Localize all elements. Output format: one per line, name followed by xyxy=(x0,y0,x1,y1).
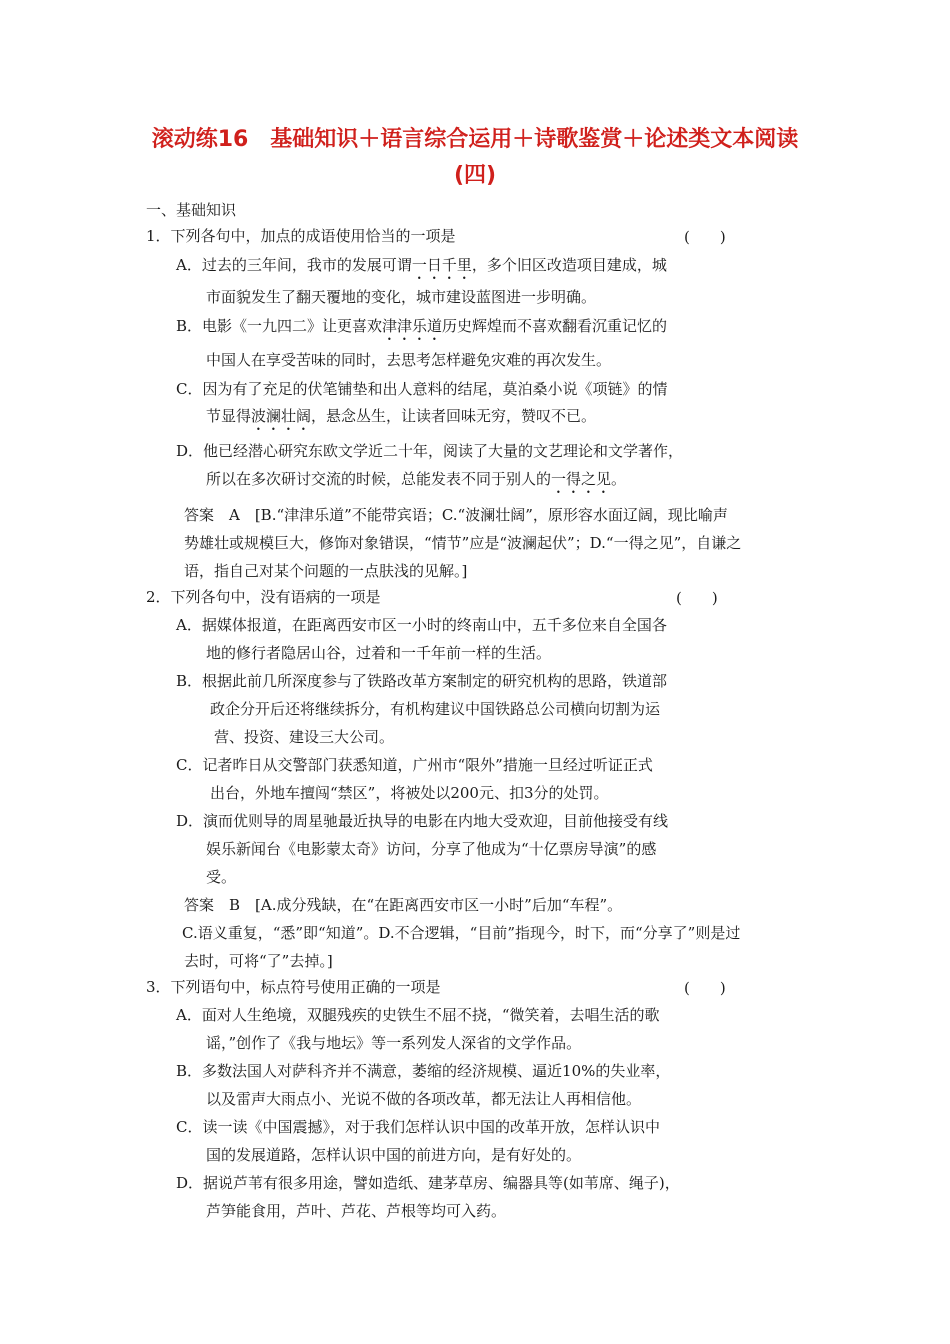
section-heading: 一、基础知识 xyxy=(146,201,237,219)
q1-option-d: D．他已经潜心研究东欧文学近二十年，阅读了大量的文艺理论和文学著作， xyxy=(176,442,684,460)
answer-blank: ( ) xyxy=(676,589,718,607)
q3-option-a-cont: 谣，”创作了《我与地坛》等一系列发人深省的文学作品。 xyxy=(206,1034,582,1052)
q2-option-d-cont: 娱乐新闻台《电影蒙太奇》访问，分享了他成为“十亿票房导演”的感 xyxy=(206,840,657,858)
q1-answer: 答案 A [B.“津津乐道”不能带宾语；C.“波澜壮阔”，原形容水面辽阔，现比喻声 xyxy=(184,506,728,524)
q2-option-a-cont: 地的修行者隐居山谷，过着和一千年前一样的生活。 xyxy=(206,644,552,662)
q3-option-b: B．多数法国人对萨科齐并不满意，萎缩的经济规模、逼近10%的失业率， xyxy=(176,1062,671,1080)
q1-option-d-cont: 所以在多次研讨交流的时候，总能发表不同于别人的一得之见。 xyxy=(206,470,627,488)
q3-option-d-cont: 芦笋能食用，芦叶、芦花、芦根等均可入药。 xyxy=(206,1202,507,1220)
q1-option-b-cont: 中国人在享受苦味的同时，去思考怎样避免灾难的再次发生。 xyxy=(206,351,612,369)
answer-blank: ( ) xyxy=(684,979,726,997)
q2-option-a: A．据媒体报道，在距离西安市区一小时的终南山中，五千多位来自全国各 xyxy=(176,616,667,634)
q3-option-c: C．读一读《中国震撼》，对于我们怎样认识中国的改革开放，怎样认识中 xyxy=(176,1118,660,1136)
dotted-idiom: 津津乐道 xyxy=(382,317,443,335)
dotted-idiom: 波澜壮阔 xyxy=(251,407,312,425)
question-1-stem: 1．下列各句中，加点的成语使用恰当的一项是 xyxy=(146,227,456,245)
question-3-stem: 3．下列语句中，标点符号使用正确的一项是 xyxy=(146,978,441,996)
q2-option-d: D．演而优则导的周星驰最近执导的电影在内地大受欢迎，目前他接受有线 xyxy=(176,812,669,830)
dotted-idiom: 一得之见 xyxy=(551,470,612,488)
q2-answer-cont: 去时，可将“了”去掉。] xyxy=(184,952,333,970)
q3-option-c-cont: 国的发展道路，怎样认识中国的前进方向，是有好处的。 xyxy=(206,1146,582,1164)
q1-answer-cont: 势雄壮或规模巨大，修饰对象错误，“情节”应是“波澜起伏”；D.“一得之见”，自谦之 xyxy=(184,534,742,552)
page-title-subtitle: (四) xyxy=(453,163,497,188)
q1-answer-cont: 语，指自己对某个问题的一点肤浅的见解。] xyxy=(184,562,468,580)
q1-option-a-cont: 市面貌发生了翻天覆地的变化，城市建设蓝图进一步明确。 xyxy=(206,288,597,306)
q2-option-d-cont: 受。 xyxy=(206,868,237,886)
q2-option-c: C．记者昨日从交警部门获悉知道，广州市“限外”措施一旦经过听证正式 xyxy=(176,756,653,774)
q1-option-c: C．因为有了充足的伏笔铺垫和出人意料的结尾，莫泊桑小说《项链》的情 xyxy=(176,380,668,398)
question-2-stem: 2．下列各句中，没有语病的一项是 xyxy=(146,588,381,606)
q2-answer: 答案 B [A.成分残缺，在“在距离西安市区一小时”后加“车程”。 xyxy=(184,896,623,914)
q1-option-a: A．过去的三年间，我市的发展可谓一日千里，多个旧区改造项目建成，城 xyxy=(176,256,667,274)
q3-option-d: D．据说芦苇有很多用途，譬如造纸、建茅草房、编器具等(如苇席、绳子)， xyxy=(176,1174,680,1192)
q2-option-c-cont: 出台，外地车擅闯“禁区”，将被处以200元、扣3分的处罚。 xyxy=(210,784,609,802)
q3-option-a: A．面对人生绝境，双腿残疾的史铁生不屈不挠，“微笑着，去唱生活的歌 xyxy=(176,1006,660,1024)
dotted-idiom: 一日千里 xyxy=(411,256,472,274)
q2-option-b: B．根据此前几所深度参与了铁路改革方案制定的研究机构的思路，铁道部 xyxy=(176,672,668,690)
q1-option-b: B．电影《一九四二》让更喜欢津津乐道历史辉煌而不喜欢翻看沉重记忆的 xyxy=(176,317,668,335)
page-title: 滚动练16 基础知识＋语言综合运用＋诗歌鉴赏＋论述类文本阅读 xyxy=(151,127,799,152)
q3-option-b-cont: 以及雷声大雨点小、光说不做的各项改革，都无法让人再相信他。 xyxy=(206,1090,642,1108)
q1-option-c-cont: 节显得波澜壮阔，悬念丛生，让读者回味无穷，赞叹不已。 xyxy=(206,407,597,425)
q2-option-b-cont: 政企分开后还将继续拆分，有机构建议中国铁路总公司横向切割为运 xyxy=(210,700,661,718)
q2-answer-cont: C.语义重复，“悉”即“知道”。D.不合逻辑，“目前”指现今，时下，而“分享了”则是过 xyxy=(182,924,741,942)
answer-blank: ( ) xyxy=(684,228,726,246)
q2-option-b-cont: 营、投资、建设三大公司。 xyxy=(214,728,395,746)
